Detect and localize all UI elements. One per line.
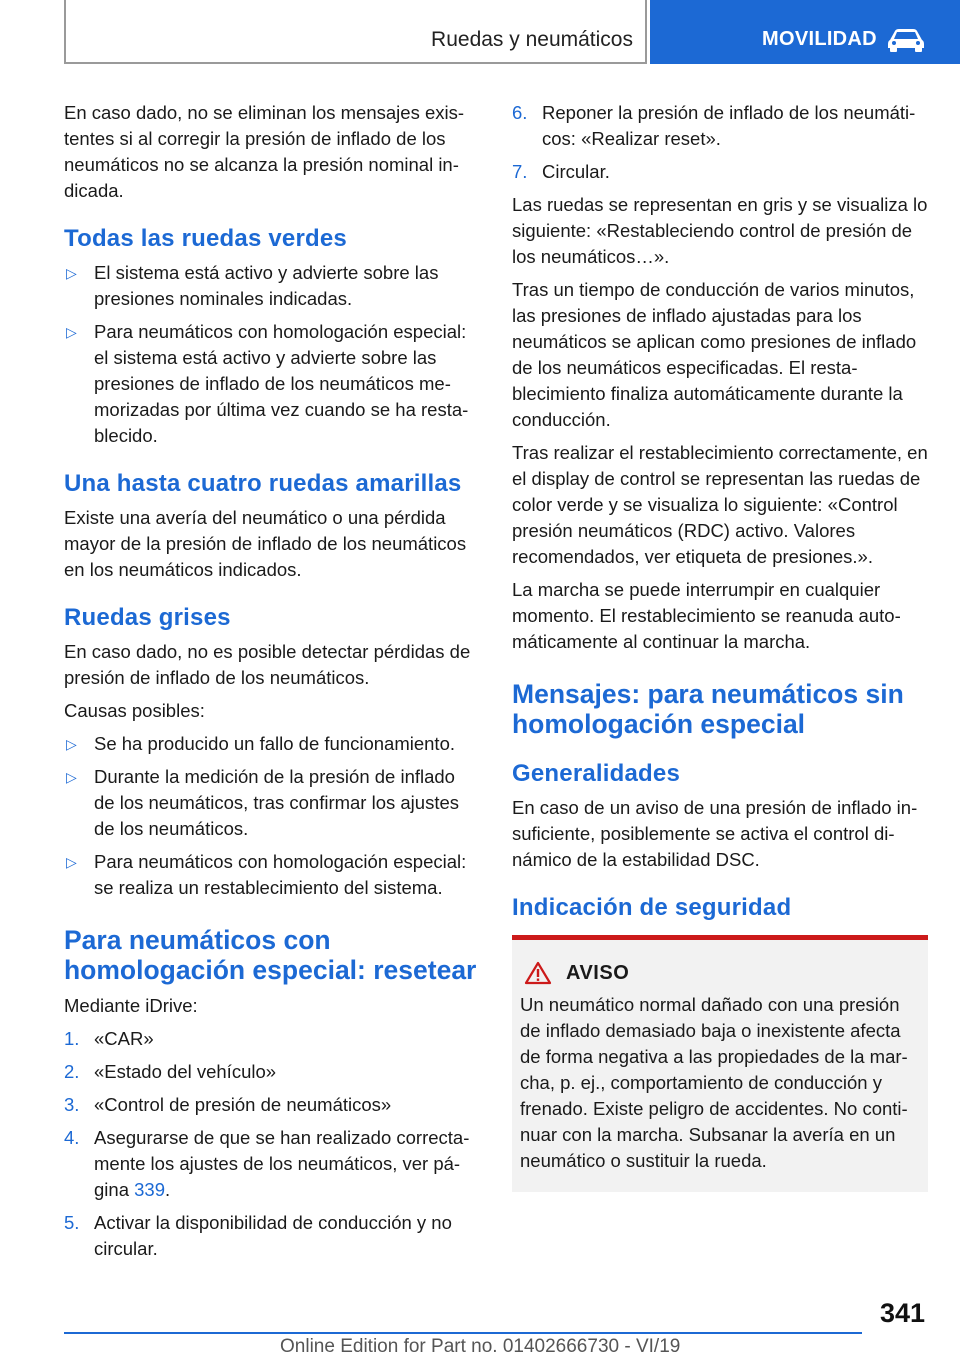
paragraph: Tras realizar el restablecimiento correctamente, en el display de control se representan las ruedas de color verde y se visualiza lo siguiente: «Control presión neumáticos (RDC) activo. Valores recomendados, ver etiqueta de presiones.».	[512, 442, 928, 567]
header-section-tab[interactable]	[650, 0, 960, 64]
paragraph: Tras un tiempo de conducción de varios minutos, las presiones de inflado ajustadas para los neumáticos se aplican como presiones de inflado de los neumáticos especificadas. El restablecimiento finaliza automáticamente durante la conducción.	[512, 279, 917, 430]
step-item: 4. Asegurarse de que se han realizado correctamente los ajustes de los neumáticos, ver página 339.	[64, 1127, 470, 1200]
heading-green-wheels: Todas las ruedas verdes	[64, 225, 347, 252]
heading-general: Generalidades	[512, 760, 681, 787]
header-chapter-tab	[64, 0, 647, 64]
warning-text: Un neumático normal dañado con una presión de inflado demasiado baja o inexistente afecta de forma negativa a las propiedades de la marcha, p. ej., comportamiento de conducción y frenado. Existe peligro de accidentes. No continuar con la marcha. Subsanar la avería en un neumático o sustituir la rueda.	[520, 994, 908, 1171]
reset-steps-continued	[512, 100, 928, 185]
right-column	[512, 100, 928, 1192]
triangle-bullet-icon: ▷	[66, 736, 77, 752]
step-item: 2. «Estado del vehículo»	[64, 1061, 277, 1082]
warning-triangle-icon	[524, 961, 552, 985]
step-item: 6. Reponer la presión de inflado de los neumáticos: «Realizar reset».	[512, 102, 916, 149]
heading-yellow-wheels: Una hasta cuatro ruedas amarillas	[64, 470, 462, 497]
step-item: 7. Circular.	[512, 161, 610, 182]
paragraph: La marcha se puede interrumpir en cualquier momento. El restablecimiento se reanuda automáticamente al continuar la marcha.	[512, 579, 901, 652]
general-paragraph: En caso de un aviso de una presión de inflado insuficiente, posiblemente se activa el control dinámico de la estabilidad DSC.	[512, 797, 918, 870]
footer-divider	[64, 1332, 862, 1334]
footer-edition: Online Edition for Part no. 01402666730 - VI/19	[280, 1336, 681, 1357]
grey-paragraph: En caso dado, no es posible detectar pérdidas de presión de inflado de los neumáticos.	[64, 641, 471, 688]
triangle-bullet-icon: ▷	[66, 324, 77, 340]
causes-label: Causas posibles:	[64, 700, 205, 721]
step-item: 3. «Control de presión de neumáticos»	[64, 1094, 392, 1115]
list-item: ▷ Durante la medición de la presión de inflado de los neumáticos, tras confirmar los ajustes de los neumáticos.	[66, 766, 460, 839]
grey-bullet-list	[64, 731, 480, 901]
triangle-bullet-icon: ▷	[66, 769, 77, 785]
reset-intro: Mediante iDrive:	[64, 995, 198, 1016]
chapter-title: Ruedas y neumáticos	[431, 28, 633, 51]
left-column	[64, 100, 480, 1269]
triangle-bullet-icon: ▷	[66, 854, 77, 870]
step-item: 5. Activar la disponibilidad de conducción y no circular.	[64, 1212, 452, 1259]
list-item: ▷ Para neumáticos con homologación especial: el sistema está activo y advierte sobre las presiones de inflado de los neumáticos memorizadas por última vez cuando se ha restablecido.	[66, 321, 469, 446]
paragraph: Las ruedas se representan en gris y se visualiza lo siguiente: «Restableciendo control de presión de los neumáticos…».	[512, 194, 928, 267]
heading-reset: Para neumáticos con homologación especial: resetear	[64, 925, 477, 985]
intro-paragraph: En caso dado, no se eliminan los mensajes existentes si al corregir la presión de inflado de los neumáticos no se alcanza la presión nominal indicada.	[64, 102, 465, 201]
heading-safety: Indicación de seguridad	[512, 894, 792, 921]
yellow-paragraph: Existe una avería del neumático o una pérdida mayor de la presión de inflado de los neumáticos en los neumáticos indicados.	[64, 507, 467, 580]
green-bullet-list	[64, 260, 480, 449]
list-item: ▷ El sistema está activo y advierte sobre las presiones nominales indicadas.	[66, 262, 439, 309]
list-item: ▷ Para neumáticos con homologación especial: se realiza un restablecimiento del sistema.	[66, 851, 467, 898]
reset-steps	[64, 1026, 480, 1262]
heading-grey-wheels: Ruedas grises	[64, 604, 231, 631]
warning-title: AVISO	[566, 962, 630, 984]
heading-messages: Mensajes: para neumáticos sin homologación especial	[512, 679, 904, 739]
warning-box	[512, 935, 928, 1192]
list-item: ▷ Se ha producido un fallo de funcionamiento.	[64, 731, 480, 757]
car-icon	[886, 26, 926, 52]
page-link-339[interactable]: 339	[134, 1179, 165, 1200]
step-item: 1. «CAR»	[64, 1028, 154, 1049]
page-number: 341	[880, 1298, 926, 1328]
triangle-bullet-icon: ▷	[66, 265, 77, 281]
section-title: MOVILIDAD	[762, 28, 877, 50]
